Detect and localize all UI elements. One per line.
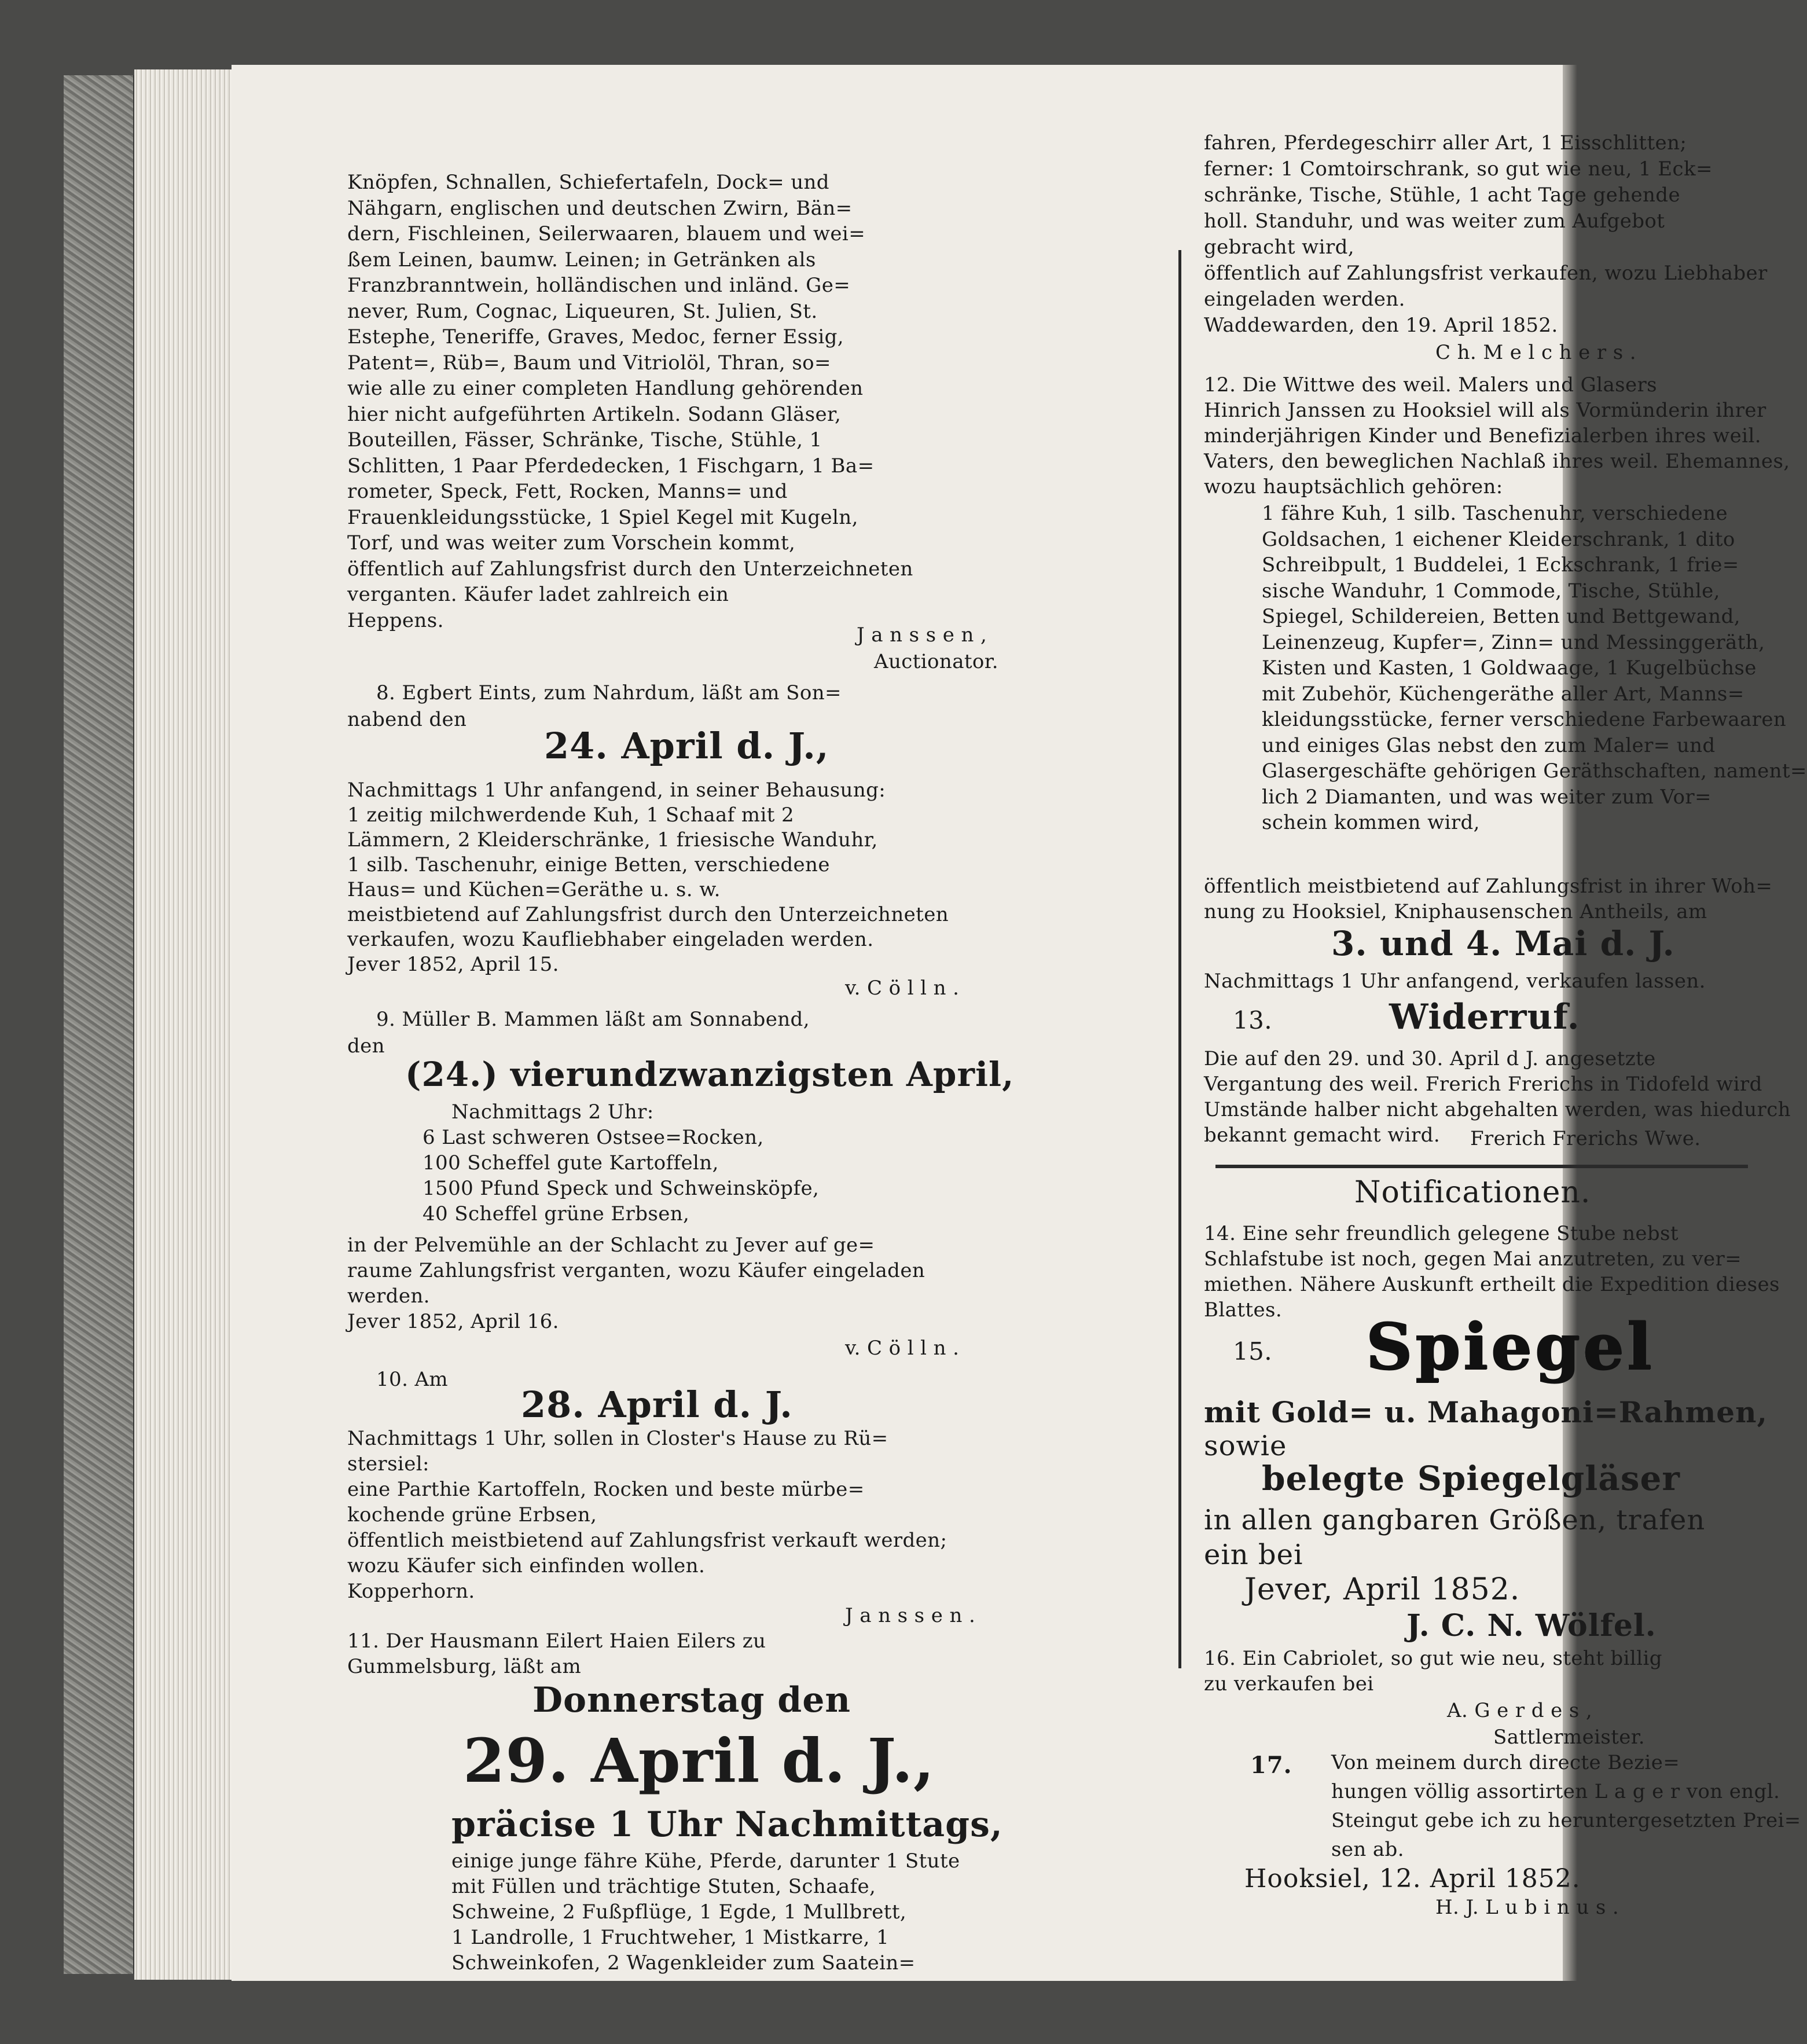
ad-13-line: Umstände halber nicht abgehalten werden, was hiedurch [1204, 1098, 1791, 1121]
left-continuation-line: Nähgarn, englischen und deutschen Zwirn, Bän= [347, 196, 853, 220]
ad-11-time-heading: präcise 1 Uhr Nachmittags, [451, 1804, 1003, 1845]
ad-12-item-line: Glasergeschäfte gehörigen Geräthschaften, nament= [1262, 759, 1807, 783]
left-continuation-line: Heppens. [347, 608, 444, 632]
ad-12-line: 12. Die Wittwe des weil. Malers und Glasers [1204, 373, 1657, 397]
ad-11-item-line: Schweine, 2 Fußpflüge, 1 Egde, 1 Mullbrett, [451, 1900, 907, 1924]
ad-17-line: Von meinem durch directe Bezie= [1331, 1751, 1680, 1774]
left-continuation-line: never, Rum, Cognac, Liqueuren, St. Julien, St. [347, 299, 818, 323]
left-continuation-line: ßem Leinen, baumw. Leinen; in Getränken als [347, 248, 816, 271]
ad-17-place-date: Hooksiel, 12. April 1852. [1244, 1864, 1581, 1893]
ad-9-date-heading: (24.) vierundzwanzigsten April, [405, 1055, 1015, 1094]
ad-9-signature: v. C ö l l n . [845, 1337, 960, 1360]
ad-17-signature: H. J. L u b i n u s . [1435, 1896, 1619, 1919]
ad-13-signature: Frerich Frerichs Wwe. [1470, 1127, 1701, 1150]
ad-14-line: Blattes. [1204, 1298, 1283, 1322]
ad-15-number: 15. [1233, 1337, 1272, 1366]
ad-12-line-2: öffentlich meistbietend auf Zahlungsfrist in ihrer Woh= [1204, 875, 1773, 898]
ad-17-line: hungen völlig assortirten L a g e r von engl. [1331, 1780, 1780, 1803]
ad-12-item-line: lich 2 Diamanten, und was weiter zum Vor= [1262, 785, 1711, 809]
ad-11-day-heading: Donnerstag den [532, 1680, 851, 1720]
ad-13-title: Widerruf. [1389, 997, 1580, 1037]
ad-12-line: Vaters, den beweglichen Nachlaß ihres weil. Ehemannes, [1204, 450, 1790, 473]
ad-10-line: kochende grüne Erbsen, [347, 1503, 597, 1526]
ad-16-signature: A. G e r d e s , [1447, 1699, 1593, 1722]
ad-10-line: eine Parthie Kartoffeln, Rocken und beste mürbe= [347, 1478, 865, 1501]
left-continuation-line: Franzbranntwein, holländischen und inländ. Ge= [347, 274, 851, 297]
right-continuation-line: eingeladen werden. [1204, 288, 1405, 311]
ad-12-item-line: 1 fähre Kuh, 1 silb. Taschenuhr, verschiedene [1262, 502, 1728, 525]
right-continuation-line: ferner: 1 Comtoirschrank, so gut wie neu, 1 Eck= [1204, 157, 1713, 181]
ad-9-time: Nachmittags 2 Uhr: [451, 1100, 654, 1124]
ad-17-number: 17. [1250, 1752, 1292, 1779]
right-continuation-line: holl. Standuhr, und was weiter zum Aufgebot [1204, 210, 1665, 233]
ad-9-item-line: 40 Scheffel grüne Erbsen, [423, 1202, 690, 1225]
ad-12-item-line: Spiegel, Schildereien, Betten und Bettgewand, [1262, 605, 1740, 628]
ad-12-item-line: kleidungsstücke, ferner verschiedene Farbewaaren [1262, 708, 1787, 731]
ad-9-item-line: 1500 Pfund Speck und Schweinsköpfe, [423, 1177, 820, 1200]
ad-14-line: Schlafstube ist noch, gegen Mai anzutreten, zu ver= [1204, 1247, 1742, 1271]
ad-12-time: Nachmittags 1 Uhr anfangend, verkaufen lassen. [1204, 970, 1706, 993]
right-continuation-line: öffentlich auf Zahlungsfrist verkaufen, wozu Liebhaber [1204, 262, 1768, 285]
ad-17-line: sen ab. [1331, 1838, 1404, 1861]
ad-11-item-line: mit Füllen und trächtige Stuten, Schaafe, [451, 1875, 876, 1898]
ad-8-line: verkaufen, wozu Kaufliebhaber eingeladen werden. [347, 928, 874, 951]
section-divider [1215, 1165, 1748, 1168]
ad-15-line-5: ein bei [1204, 1539, 1303, 1571]
ad-9-line: werden. [347, 1285, 430, 1308]
ad-12-item-line: Leinenzeug, Kupfer=, Zinn= und Messinggeräth, [1262, 630, 1765, 654]
left-continuation-line: rometer, Speck, Fett, Rocken, Manns= und [347, 480, 788, 503]
ad-10-line: Nachmittags 1 Uhr, sollen in Closter's Hause zu Rü= [347, 1427, 888, 1450]
ad-15-line-1: mit Gold= u. Mahagoni=Rahmen, [1204, 1395, 1768, 1429]
ad-15-line-4: in allen gangbaren Größen, trafen [1204, 1504, 1706, 1536]
ad-10-signature: J a n s s e n . [845, 1604, 976, 1627]
ad-16-line: zu verkaufen bei [1204, 1672, 1374, 1696]
left-continuation-line: Torf, und was weiter zum Vorschein kommt, [347, 531, 796, 555]
ad-11-line: 11. Der Hausmann Eilert Haien Eilers zu [347, 1630, 766, 1653]
ad-16-title: Sattlermeister. [1493, 1726, 1645, 1749]
ad-9-line: raume Zahlungsfrist verganten, wozu Käufer eingeladen [347, 1259, 925, 1282]
ad-13-line: Vergantung des weil. Frerich Frerichs in Tidofeld wird [1204, 1073, 1762, 1096]
ad-12-item-line: und einiges Glas nebst den zum Maler= und [1262, 733, 1716, 757]
ad-14-line: miethen. Nähere Auskunft ertheilt die Expedition dieses [1204, 1273, 1780, 1296]
ad-9-line: in der Pelvemühle an der Schlacht zu Jever auf ge= [347, 1234, 875, 1257]
ad-11-item-line: 1 Landrolle, 1 Fruchtweher, 1 Mistkarre, 1 [451, 1926, 890, 1949]
ad-8-line: Haus= und Küchen=Geräthe u. s. w. [347, 878, 721, 901]
ad-11-line: Gummelsburg, läßt am [347, 1655, 582, 1678]
ad-9-item-line: 6 Last schweren Ostsee=Rocken, [423, 1126, 764, 1149]
ad-12-item-line: Kisten und Kasten, 1 Goldwaage, 1 Kugelbüchse [1262, 656, 1757, 680]
ad-8-intro: 8. Egbert Eints, zum Nahrdum, läßt am Son= [376, 681, 842, 704]
ad-12-line-2: nung zu Hooksiel, Kniphausenschen Antheils, am [1204, 900, 1707, 923]
ad-12-date-heading: 3. und 4. Mai d. J. [1331, 924, 1675, 963]
ad-9-intro-2: den [347, 1034, 385, 1058]
left-continuation-line: Estephe, Teneriffe, Graves, Medoc, ferner Essig, [347, 325, 844, 348]
ad-8-line: 1 zeitig milchwerdende Kuh, 1 Schaaf mit 2 [347, 803, 795, 827]
ad-14-line: 14. Eine sehr freundlich gelegene Stube nebst [1204, 1222, 1679, 1245]
signature-melchers: C h. M e l c h e r s . [1435, 341, 1636, 364]
left-continuation-line: verganten. Käufer ladet zahlreich ein [347, 583, 729, 606]
ad-8-line: meistbietend auf Zahlungsfrist durch den Unterzeichneten [347, 903, 949, 926]
right-continuation-line: fahren, Pferdegeschirr aller Art, 1 Eisschlitten; [1204, 131, 1687, 155]
right-continuation-line: schränke, Tische, Stühle, 1 acht Tage gehende [1204, 184, 1680, 207]
ad-10-line: stersiel: [347, 1452, 429, 1476]
page-edges [134, 69, 238, 1980]
left-continuation-line: wie alle zu einer completen Handlung gehörenden [347, 377, 864, 400]
ad-8-date-heading: 24. April d. J., [544, 725, 829, 767]
ad-9-item-line: 100 Scheffel gute Kartoffeln, [423, 1151, 719, 1175]
ad-15-signature: J. C. N. Wölfel. [1406, 1608, 1657, 1643]
ad-12-line: wozu hauptsächlich gehören: [1204, 475, 1503, 498]
ad-11-date-heading: 29. April d. J., [463, 1725, 935, 1796]
ad-8-intro-2: nabend den [347, 708, 467, 731]
ad-15-line-6: Jever, April 1852. [1244, 1572, 1520, 1607]
ad-10-date-heading: 28. April d. J. [521, 1384, 793, 1426]
ad-13-line: bekannt gemacht wird. [1204, 1124, 1441, 1147]
newspaper-page [232, 65, 1807, 1981]
ad-10-intro: 10. Am [376, 1368, 449, 1391]
book-cover-spine [64, 75, 137, 1974]
ad-11-item-line: einige junge fähre Kühe, Pferde, darunter 1 Stute [451, 1849, 960, 1873]
ad-15-title-spiegel: Spiegel [1366, 1309, 1655, 1384]
left-continuation-line: Bouteillen, Fässer, Schränke, Tische, Stühle, 1 [347, 428, 822, 452]
ad-8-line: Nachmittags 1 Uhr anfangend, in seiner Behausung: [347, 779, 886, 802]
ad-16-line: 16. Ein Cabriolet, so gut wie neu, steht billig [1204, 1647, 1662, 1670]
left-continuation-line: Schlitten, 1 Paar Pferdedecken, 1 Fischgarn, 1 Ba= [347, 454, 875, 478]
ad-8-line: Lämmern, 2 Kleiderschränke, 1 friesische Wanduhr, [347, 828, 878, 852]
left-continuation-line: dern, Fischleinen, Seilerwaaren, blauem und wei= [347, 222, 866, 245]
left-continuation-line: hier nicht aufgeführten Artikeln. Sodann Gläser, [347, 402, 842, 426]
ad-8-line: 1 silb. Taschenuhr, einige Betten, verschiedene [347, 853, 830, 876]
section-title-notificationen: Notificationen. [1354, 1175, 1591, 1210]
ad-13-line: Die auf den 29. und 30. April d J. angesetzte [1204, 1047, 1656, 1070]
ad-9-intro: 9. Müller B. Mammen läßt am Sonnabend, [376, 1008, 810, 1031]
left-continuation-line: Frauenkleidungsstücke, 1 Spiel Kegel mit Kugeln, [347, 505, 858, 529]
ad-17-line: Steingut gebe ich zu heruntergesetzten Prei= [1331, 1809, 1801, 1832]
ad-15-line-2: sowie [1204, 1430, 1287, 1462]
ad-10-line: wozu Käufer sich einfinden wollen. [347, 1554, 706, 1577]
left-continuation-line: öffentlich auf Zahlungsfrist durch den Unterzeichneten [347, 557, 913, 581]
ad-12-line: minderjährigen Kinder und Benefizialerben ihres weil. [1204, 424, 1761, 447]
ad-8-signature: v. C ö l l n . [845, 977, 960, 1000]
right-continuation-line: gebracht wird, [1204, 236, 1354, 259]
column-divider [1178, 250, 1181, 1668]
left-continuation-line: Knöpfen, Schnallen, Schiefertafeln, Dock= und [347, 171, 829, 194]
ad-8-line: Jever 1852, April 15. [347, 953, 559, 976]
left-continuation-line: Patent=, Rüb=, Baum und Vitriolöl, Thran, so= [347, 351, 831, 375]
ad-11-item-line: Schweinkofen, 2 Wagenkleider zum Saatein= [451, 1951, 916, 1975]
signature-janssen-1: J a n s s e n , [857, 623, 987, 647]
right-continuation-line: Waddewarden, den 19. April 1852. [1204, 314, 1558, 337]
ad-15-line-3: belegte Spiegelgläser [1262, 1459, 1680, 1498]
signature-title-auctionator: Auctionator. [874, 650, 998, 673]
ad-12-item-line: sische Wanduhr, 1 Commode, Tische, Stühle, [1262, 579, 1720, 603]
ad-12-item-line: schein kommen wird, [1262, 811, 1480, 834]
ad-12-item-line: mit Zubehör, Küchengeräthe aller Art, Manns= [1262, 682, 1744, 706]
ad-12-line: Hinrich Janssen zu Hooksiel will als Vormünderin ihrer [1204, 399, 1766, 422]
ad-10-line: öffentlich meistbietend auf Zahlungsfrist verkauft werden; [347, 1529, 947, 1552]
ad-12-item-line: Schreibpult, 1 Buddelei, 1 Eckschrank, 1 frie= [1262, 553, 1739, 577]
ad-12-item-line: Goldsachen, 1 eichener Kleiderschrank, 1 dito [1262, 527, 1735, 551]
ad-13-number: 13. [1233, 1006, 1272, 1034]
ad-10-line: Kopperhorn. [347, 1580, 475, 1603]
ad-9-line: Jever 1852, April 16. [347, 1310, 559, 1333]
